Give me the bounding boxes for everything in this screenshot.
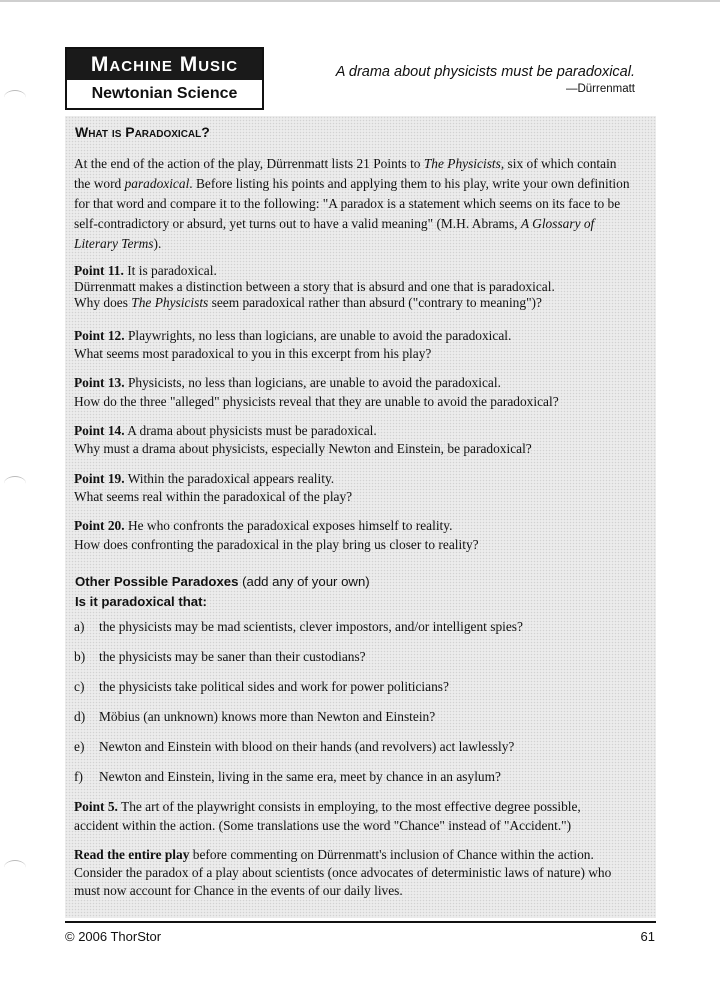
point-question: What seems real within the paradoxical of the play? — [74, 489, 353, 504]
point-question: How do the three "alleged" physicists reveal that they are unable to avoid the paradoxical? — [74, 394, 559, 409]
read-play-line: must now account for Chance in the events of our daily lives. — [74, 883, 403, 898]
series-title: Machine Music — [67, 49, 262, 80]
point-question: How does confronting the paradoxical in the play bring us closer to reality? — [74, 537, 479, 552]
point-statement: Point 12. Playwrights, no less than logicians, are unable to avoid the paradoxical. — [74, 328, 512, 343]
series-title-box — [65, 47, 264, 110]
copyright: © 2006 ThorStor — [65, 929, 162, 944]
list-item: a) the physicists may be mad scientists, clever impostors, and/or intelligent spies? — [74, 619, 523, 634]
point5-line: accident within the action. (Some translations use the word "Chance" instead of "Accident.") — [74, 818, 572, 833]
point-question: Why does The Physicists seem paradoxical rather than absurd ("contrary to meaning")? — [74, 295, 542, 310]
point-question: What seems most paradoxical to you in this excerpt from his play? — [74, 346, 432, 361]
top-edge-line — [0, 0, 720, 2]
intro-line: At the end of the action of the play, Dürrenmatt lists 21 Points to The Physicists, six of which contain — [74, 156, 617, 171]
footer-rule — [65, 921, 656, 923]
margin-mark — [4, 476, 26, 491]
point-question: Why must a drama about physicists, especially Newton and Einstein, be paradoxical? — [74, 441, 532, 456]
paradoxes-heading: Other Possible Paradoxes (add any of your own) — [75, 574, 370, 589]
epigraph-author: —Dürrenmatt — [565, 83, 635, 95]
list-item: c) the physicists take political sides and work for power politicians? — [74, 679, 449, 694]
point-statement: Point 20. He who confronts the paradoxical exposes himself to reality. — [74, 518, 453, 533]
section-title: What is Paradoxical? — [75, 124, 210, 140]
intro-line: self-contradictory or absurd, yet turns out to have a valid meaning" (M.H. Abrams, A Glossary of — [74, 216, 595, 231]
epigraph-quote: A drama about physicists must be paradoxical. — [335, 64, 635, 80]
intro-line: for that word and compare it to the following: "A paradox is a statement which seems on its face to be — [74, 196, 621, 211]
point-statement: Point 13. Physicists, no less than logicians, are unable to avoid the paradoxical. — [74, 375, 501, 390]
point5-line: Point 5. The art of the playwright consists in employing, to the most effective degree possible, — [74, 799, 581, 814]
point-statement: Point 14. A drama about physicists must be paradoxical. — [74, 423, 377, 438]
point-statement: Point 19. Within the paradoxical appears reality. — [74, 471, 335, 486]
series-subtitle: Newtonian Science — [91, 85, 238, 102]
read-play-line: Consider the paradox of a play about scientists (once advocates of deterministic laws of nature) who — [74, 865, 612, 880]
point-line: Dürrenmatt makes a distinction between a story that is absurd and one that is paradoxical. — [74, 279, 555, 294]
margin-mark — [4, 90, 26, 105]
read-play-line: Read the entire play before commenting on Dürrenmatt's inclusion of Chance within the action. — [74, 847, 594, 862]
paradoxes-subheading: Is it paradoxical that: — [75, 594, 207, 609]
list-item: b) the physicists may be saner than their custodians? — [74, 649, 366, 664]
point-statement: Point 11. It is paradoxical. — [74, 263, 217, 278]
page-number: 61 — [640, 929, 655, 944]
list-item: f) Newton and Einstein, living in the same era, meet by chance in an asylum? — [74, 769, 501, 784]
list-item: d) Möbius (an unknown) knows more than Newton and Einstein? — [74, 709, 436, 724]
intro-line: Literary Terms). — [74, 236, 162, 251]
intro-line: the word paradoxical. Before listing his points and applying them to his play, write your own definition — [74, 176, 630, 191]
list-item: e) Newton and Einstein with blood on their hands (and revolvers) act lawlessly? — [74, 739, 515, 754]
margin-mark — [4, 860, 26, 875]
